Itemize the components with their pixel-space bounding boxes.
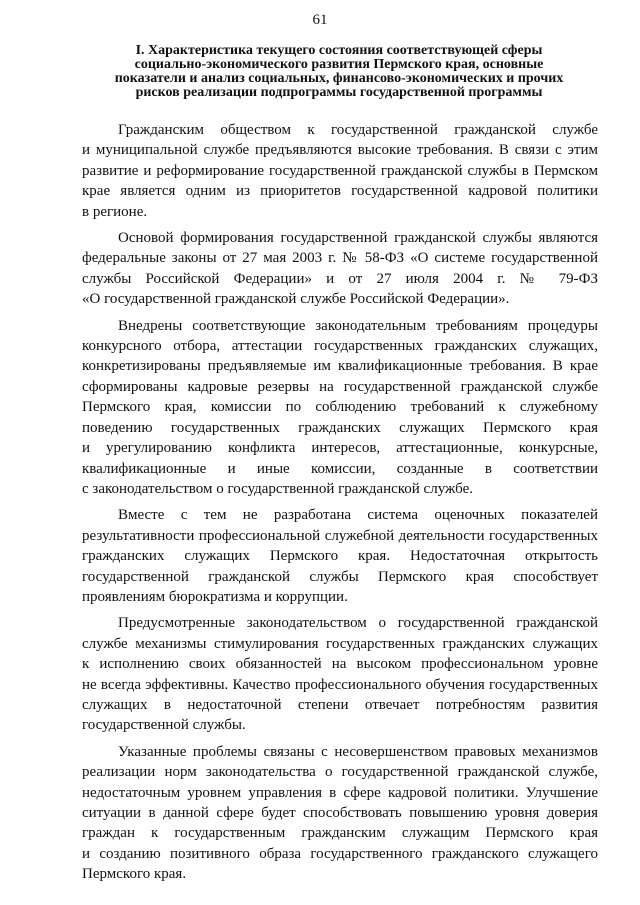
- text-line: и урегулированию конфликта интересов, аттестационные, конкурсные,: [82, 440, 598, 457]
- text-line: Пермского края.: [82, 866, 187, 883]
- text-line: Пермского края, комиссии по соблюдению требований к служебному: [82, 399, 598, 416]
- text-line: Гражданским обществом к государственной гражданской службе: [118, 122, 598, 138]
- heading-line: показатели и анализ социальных, финансово-экономических и прочих: [114, 71, 564, 86]
- text-line: гражданских служащих Пермского края. Недостаточная открытость: [82, 548, 598, 565]
- paragraph: [82, 228, 598, 310]
- text-line: к исполнению своих обязанностей на высоком профессиональном уровне: [82, 656, 598, 673]
- text-line: Предусмотренные законодательством о государственной гражданской: [118, 615, 598, 632]
- text-line: развитие и реформирование государственной гражданской службы в Пермском: [82, 162, 598, 179]
- text-line: службы Российской Федерации» и от 27 июля 2004 г. № 79-ФЗ: [82, 270, 598, 287]
- text-line: сформированы кадровые резервы на государственной гражданской службе: [82, 378, 598, 395]
- paragraph: [82, 613, 598, 735]
- text-line: конкурсного отбора, аттестации государственных гражданских служащих,: [82, 338, 598, 355]
- text-line: граждан к государственным гражданским служащим Пермского края: [82, 825, 598, 842]
- text-line: и созданию позитивного образа государственного гражданского служащего: [82, 845, 598, 862]
- section-heading: [95, 44, 583, 100]
- text-line: ситуации в данной сфере будет способствовать повышению уровня доверия: [82, 805, 598, 821]
- text-line: государственной службы.: [82, 717, 246, 734]
- text-line: реализации норм законодательства о государственной гражданской службе,: [82, 764, 598, 781]
- text-line: результативности профессиональной служебной деятельности государственных: [82, 527, 598, 544]
- text-line: Вместе с тем не разработана система оценочных показателей: [118, 507, 598, 524]
- paragraph: [82, 505, 598, 607]
- text-line: и муниципальной службе предъявляются высокие требования. В связи с этим: [82, 142, 598, 159]
- text-line: квалификационные и иные комиссии, созданные в соответствии: [82, 460, 598, 477]
- page-number: 61: [312, 12, 328, 28]
- paragraph: [82, 316, 598, 500]
- text-line: не всегда эффективны. Качество профессионального обучения государственных: [82, 676, 598, 693]
- heading-line: социально-экономического развития Пермского края, основные: [134, 57, 544, 72]
- text-line: Основой формирования государственной гражданской службы являются: [118, 230, 598, 247]
- paragraph: [82, 120, 598, 222]
- text-line: в регионе.: [82, 203, 148, 220]
- text-line: с законодательством о государственной гражданской службе.: [82, 480, 474, 497]
- text-line: крае является одним из приоритетов государственной кадровой политики: [82, 183, 598, 200]
- text-line: проявлениям бюрократизма и коррупции.: [82, 588, 348, 605]
- body-text: [82, 120, 598, 891]
- text-line: служащих в недостаточной степени отвечает потребностям развития: [82, 696, 598, 713]
- text-line: «О государственной гражданской службе Российской Федерации».: [82, 291, 510, 308]
- text-line: Внедрены соответствующие законодательным требованиям процедуры: [118, 317, 598, 334]
- text-line: федеральные законы от 27 мая 2003 г. № 58-ФЗ «О системе государственной: [82, 250, 598, 267]
- text-line: конкретизированы предъявляемые им квалификационные требования. В крае: [82, 358, 598, 375]
- text-line: службе механизмы стимулирования государственных гражданских служащих: [82, 635, 598, 652]
- text-line: недостаточным уровнем управления в сфере кадровой политики. Улучшение: [82, 784, 598, 801]
- text-line: поведению государственных гражданских служащих Пермского края: [82, 419, 598, 436]
- heading-line: рисков реализации подпрограммы государственной программы: [135, 85, 543, 100]
- text-line: Указанные проблемы связаны с несовершенством правовых механизмов: [118, 743, 598, 760]
- paragraph: [82, 742, 598, 885]
- heading-line: I. Характеристика текущего состояния соответствующей сферы: [135, 43, 543, 58]
- text-line: государственной гражданской службы Пермского края способствует: [82, 568, 598, 585]
